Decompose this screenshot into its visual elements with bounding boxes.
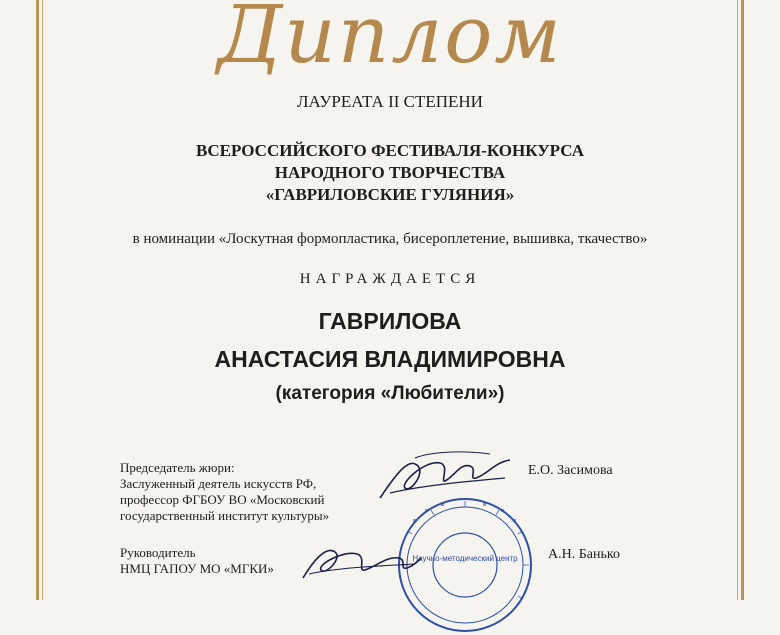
- signatory-1-name: Е.О. Засимова: [528, 463, 613, 478]
- festival-name: [0, 140, 780, 206]
- seal-text: Научно-методический центр: [412, 554, 518, 563]
- recipient-surname: ГАВРИЛОВА: [318, 308, 462, 334]
- signatory-1-role-line: Заслуженный деятель искусств РФ,: [120, 476, 317, 491]
- signatory-1-role: [120, 460, 329, 524]
- left-border-ornament: [36, 0, 39, 600]
- right-border-ornament: [741, 0, 744, 600]
- signature-2-image: [295, 528, 425, 588]
- festival-line-3: «ГАВРИЛОВСКИЕ ГУЛЯНИЯ»: [265, 185, 515, 204]
- signatory-2-role: [120, 545, 274, 577]
- laureate-degree: ЛАУРЕАТА II СТЕПЕНИ: [297, 92, 483, 111]
- signatory-1-role-line: Председатель жюри:: [120, 460, 235, 475]
- signatory-1-role-line: государственный институт культуры»: [120, 508, 330, 523]
- signatory-1-role-line: профессор ФГБОУ ВО «Московский: [120, 492, 325, 507]
- signatory-2-role-line: Руководитель: [120, 545, 196, 560]
- recipient-category: (категория «Любители»): [275, 383, 505, 404]
- festival-line-2: НАРОДНОГО ТВОРЧЕСТВА: [274, 163, 506, 182]
- awarded-label: НАГРАЖДАЕТСЯ: [299, 271, 481, 287]
- signatory-2-name: А.Н. Банько: [548, 547, 620, 562]
- recipient-given-names: АНАСТАСИЯ ВЛАДИМИРОВНА: [214, 346, 566, 372]
- nomination-text: в номинации «Лоскутная формопластика, бисероплетение, вышивка, ткачество»: [132, 231, 648, 247]
- signatory-2-role-line: НМЦ ГАПОУ МО «МГКИ»: [120, 561, 274, 576]
- diploma-title: Диплом: [217, 0, 563, 81]
- festival-line-1: ВСЕРОССИЙСКОГО ФЕСТИВАЛЯ-КОНКУРСА: [196, 141, 584, 160]
